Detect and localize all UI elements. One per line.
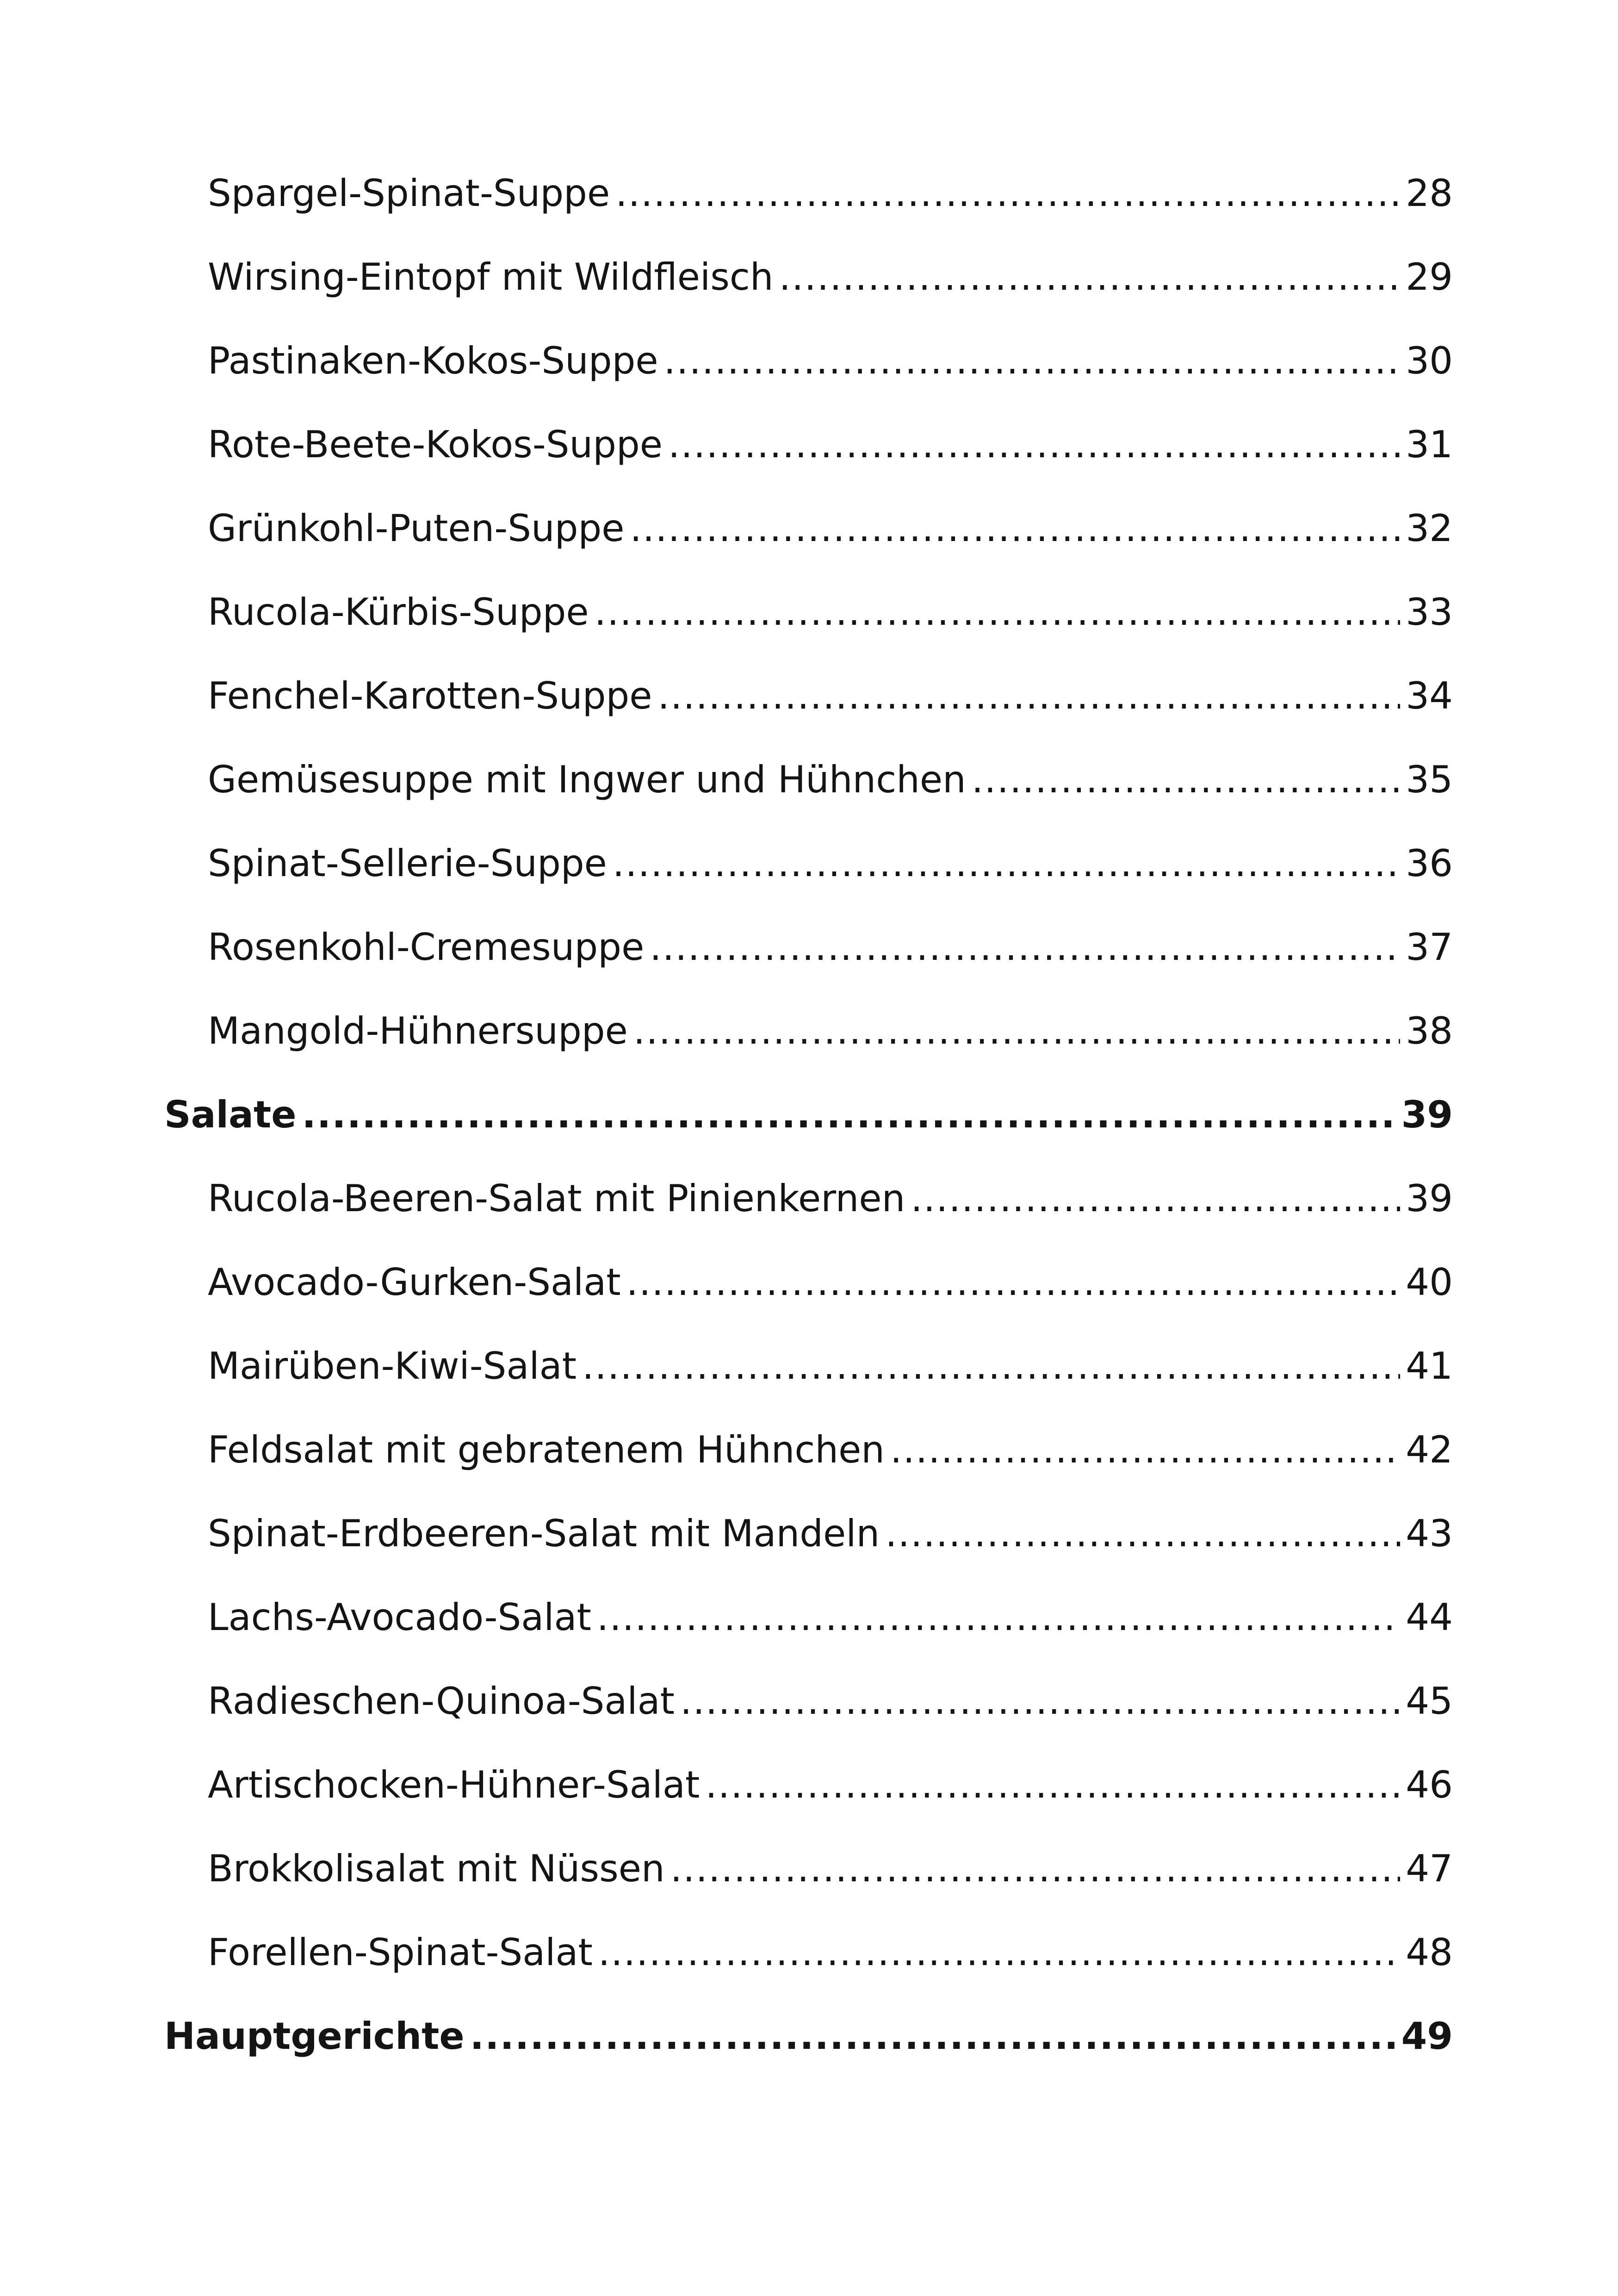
toc-entry	[164, 1157, 1453, 1240]
dot-leader	[615, 151, 1400, 235]
toc-entry-page-number: 29	[1406, 255, 1453, 299]
dot-leader	[664, 319, 1401, 403]
dot-leader	[633, 989, 1400, 1073]
toc-entry-page-number: 39	[1401, 1093, 1453, 1136]
toc-entry	[164, 905, 1453, 989]
toc-entry-title: Radieschen-Quinoa-Salat	[208, 1680, 675, 1723]
table-of-contents	[164, 151, 1453, 2078]
dot-leader	[582, 1324, 1400, 1408]
toc-entry	[164, 1659, 1453, 1743]
dot-leader	[626, 1240, 1401, 1324]
dot-leader	[613, 821, 1400, 905]
dot-leader	[885, 1492, 1400, 1575]
toc-entry-title: Gemüsesuppe mit Ingwer und Hühnchen	[208, 758, 966, 801]
toc-entry	[164, 1324, 1453, 1408]
dot-leader	[658, 654, 1401, 738]
toc-entry-page-number: 35	[1406, 758, 1453, 801]
toc-entry-page-number: 28	[1406, 172, 1453, 215]
dot-leader	[680, 1659, 1400, 1743]
dot-leader	[598, 1910, 1400, 1994]
toc-entry	[164, 403, 1453, 486]
toc-entry-title: Lachs-Avocado-Salat	[208, 1596, 591, 1639]
toc-entry	[164, 1492, 1453, 1575]
toc-entry-page-number: 37	[1406, 926, 1453, 969]
toc-entry	[164, 738, 1453, 821]
toc-entry-title: Pastinaken-Kokos-Suppe	[208, 339, 658, 382]
toc-entry-page-number: 39	[1406, 1177, 1453, 1220]
toc-entry-title: Artischocken-Hühner-Salat	[208, 1763, 700, 1806]
toc-entry-page-number: 32	[1406, 507, 1453, 550]
toc-entry	[164, 319, 1453, 403]
toc-entry-title: Rote-Beete-Kokos-Suppe	[208, 423, 663, 466]
toc-entry-title: Spinat-Sellerie-Suppe	[208, 842, 607, 885]
toc-entry-title: Rucola-Kürbis-Suppe	[208, 591, 589, 634]
toc-entry	[164, 821, 1453, 905]
toc-entry-title: Fenchel-Karotten-Suppe	[208, 674, 652, 717]
toc-entry-page-number: 44	[1406, 1596, 1453, 1639]
toc-entry-title: Mairüben-Kiwi-Salat	[208, 1344, 577, 1388]
toc-entry	[164, 1910, 1453, 1994]
toc-entry-title: Rucola-Beeren-Salat mit Pinienkernen	[208, 1177, 905, 1220]
toc-entry	[164, 654, 1453, 738]
toc-entry	[164, 1743, 1453, 1827]
toc-entry-page-number: 47	[1406, 1847, 1453, 1890]
dot-leader	[302, 1073, 1396, 1157]
toc-entry	[164, 1575, 1453, 1659]
toc-entry-page-number: 34	[1406, 674, 1453, 717]
toc-entry-title: Feldsalat mit gebratenem Hühnchen	[208, 1428, 885, 1471]
dot-leader	[779, 235, 1401, 319]
dot-leader	[972, 738, 1400, 821]
toc-entry	[164, 1240, 1453, 1324]
toc-entry-page-number: 48	[1406, 1931, 1453, 1974]
toc-entry-page-number: 33	[1406, 591, 1453, 634]
toc-entry-page-number: 36	[1406, 842, 1453, 885]
toc-entry-page-number: 45	[1406, 1680, 1453, 1723]
toc-entry-title: Avocado-Gurken-Salat	[208, 1261, 621, 1304]
toc-entry-page-number: 49	[1401, 2015, 1453, 2058]
dot-leader	[597, 1575, 1400, 1659]
toc-entry-title: Wirsing-Eintopf mit Wildfleisch	[208, 255, 774, 299]
toc-section-heading	[164, 1073, 1453, 1157]
dot-leader	[650, 905, 1400, 989]
toc-entry-title: Spargel-Spinat-Suppe	[208, 172, 610, 215]
toc-entry-page-number: 30	[1406, 339, 1453, 382]
toc-section-heading	[164, 1994, 1453, 2078]
toc-entry-page-number: 42	[1406, 1428, 1453, 1471]
dot-leader	[595, 570, 1401, 654]
dot-leader	[668, 403, 1400, 486]
toc-entry	[164, 235, 1453, 319]
toc-entry	[164, 989, 1453, 1073]
dot-leader	[630, 486, 1400, 570]
toc-entry-page-number: 38	[1406, 1009, 1453, 1052]
toc-entry-title: Salate	[164, 1093, 297, 1136]
toc-entry	[164, 1408, 1453, 1492]
toc-entry-title: Hauptgerichte	[164, 2015, 465, 2058]
toc-entry	[164, 1827, 1453, 1910]
toc-entry-title: Brokkolisalat mit Nüssen	[208, 1847, 665, 1890]
toc-entry	[164, 570, 1453, 654]
toc-entry	[164, 151, 1453, 235]
toc-entry-title: Forellen-Spinat-Salat	[208, 1931, 593, 1974]
toc-entry-title: Spinat-Erdbeeren-Salat mit Mandeln	[208, 1512, 880, 1555]
dot-leader	[890, 1408, 1400, 1492]
toc-entry-page-number: 46	[1406, 1763, 1453, 1806]
toc-entry-title: Grünkohl-Puten-Suppe	[208, 507, 625, 550]
toc-entry-page-number: 43	[1406, 1512, 1453, 1555]
dot-leader	[670, 1827, 1401, 1910]
toc-entry-page-number: 40	[1406, 1261, 1453, 1304]
dot-leader	[911, 1157, 1400, 1240]
dot-leader	[470, 1994, 1396, 2078]
toc-entry-page-number: 41	[1406, 1344, 1453, 1388]
toc-entry	[164, 486, 1453, 570]
toc-entry-page-number: 31	[1406, 423, 1453, 466]
toc-entry-title: Mangold-Hühnersuppe	[208, 1009, 628, 1052]
toc-entry-title: Rosenkohl-Cremesuppe	[208, 926, 645, 969]
dot-leader	[705, 1743, 1400, 1827]
